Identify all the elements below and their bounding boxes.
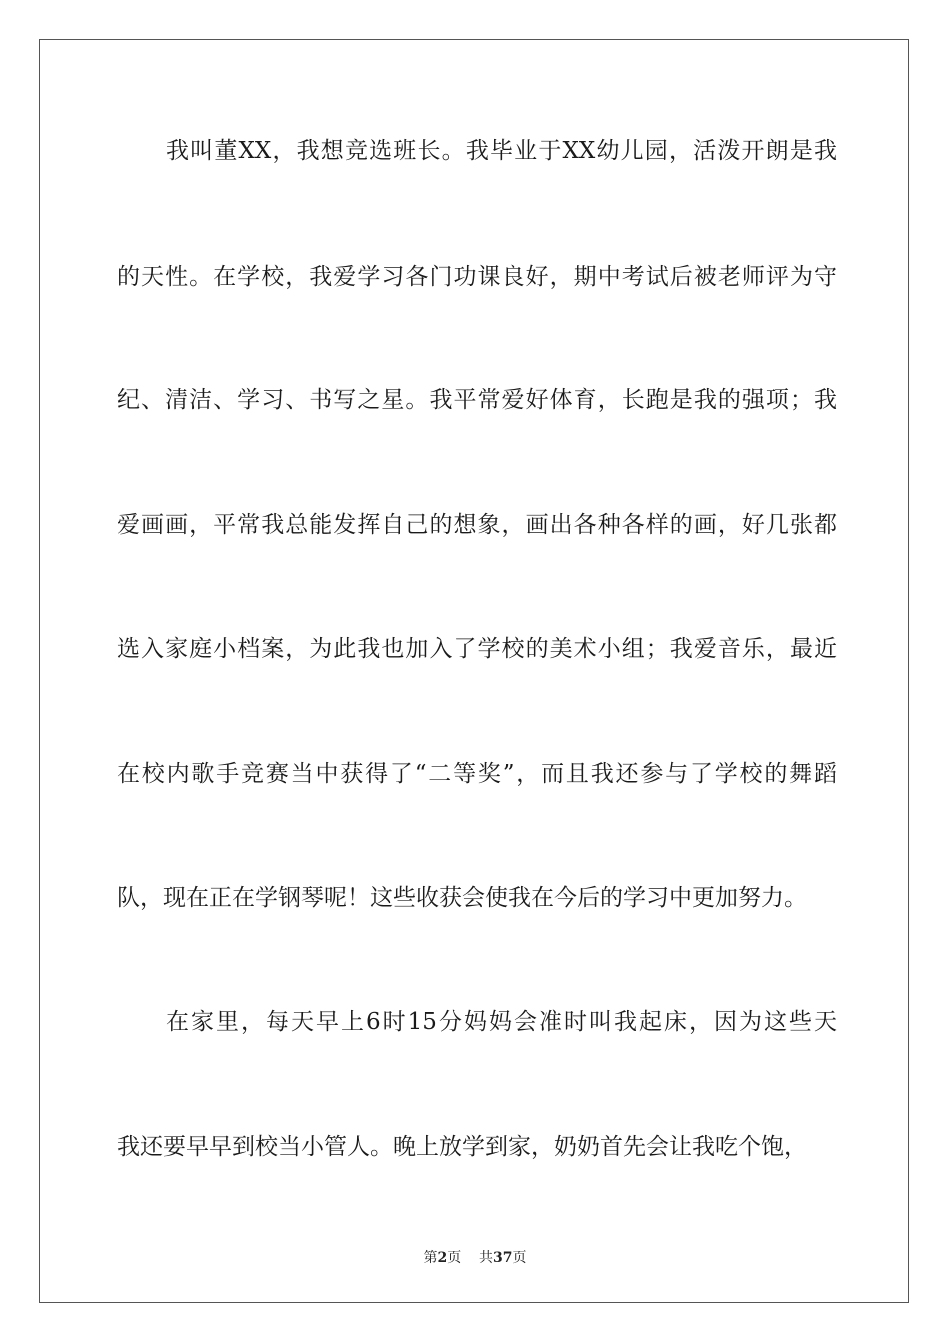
total-pages: 37: [493, 1250, 513, 1266]
page-footer: [0, 1248, 950, 1268]
text-line-1: 我叫董XX，我想竞选班长。我毕业于XX幼儿园，活泼开朗是我: [166, 138, 837, 164]
text-line-2: 的天性。在学校，我爱学习各门功课良好，期中考试后被老师评为守: [117, 264, 837, 290]
text-line-6: 在校内歌手竞赛当中获得了“二等奖”，而且我还参与了学校的舞蹈: [117, 761, 837, 787]
page-number: 2: [437, 1250, 448, 1266]
text-line-3: 纪、清洁、学习、书写之星。我平常爱好体育，长跑是我的强项；我: [117, 387, 837, 413]
page-border: [39, 39, 909, 1303]
text-line-9: 我还要早早到校当小管人。晚上放学到家，奶奶首先会让我吃个饱，: [117, 1134, 807, 1160]
text-line-4: 爱画画，平常我总能发挥自己的想象，画出各种各样的画，好几张都: [117, 512, 837, 538]
total-suffix: 页: [512, 1250, 527, 1266]
text-line-5: 选入家庭小档案，为此我也加入了学校的美术小组；我爱音乐，最近: [117, 636, 837, 662]
total-prefix: 共: [479, 1250, 494, 1266]
text-line-7: 队，现在正在学钢琴呢！这些收获会使我在今后的学习中更加努力。: [117, 885, 807, 911]
page-prefix: 第: [423, 1250, 438, 1266]
page-suffix: 页: [447, 1250, 462, 1266]
text-line-8: 在家里，每天早上6时15分妈妈会准时叫我起床，因为这些天: [166, 1009, 837, 1035]
